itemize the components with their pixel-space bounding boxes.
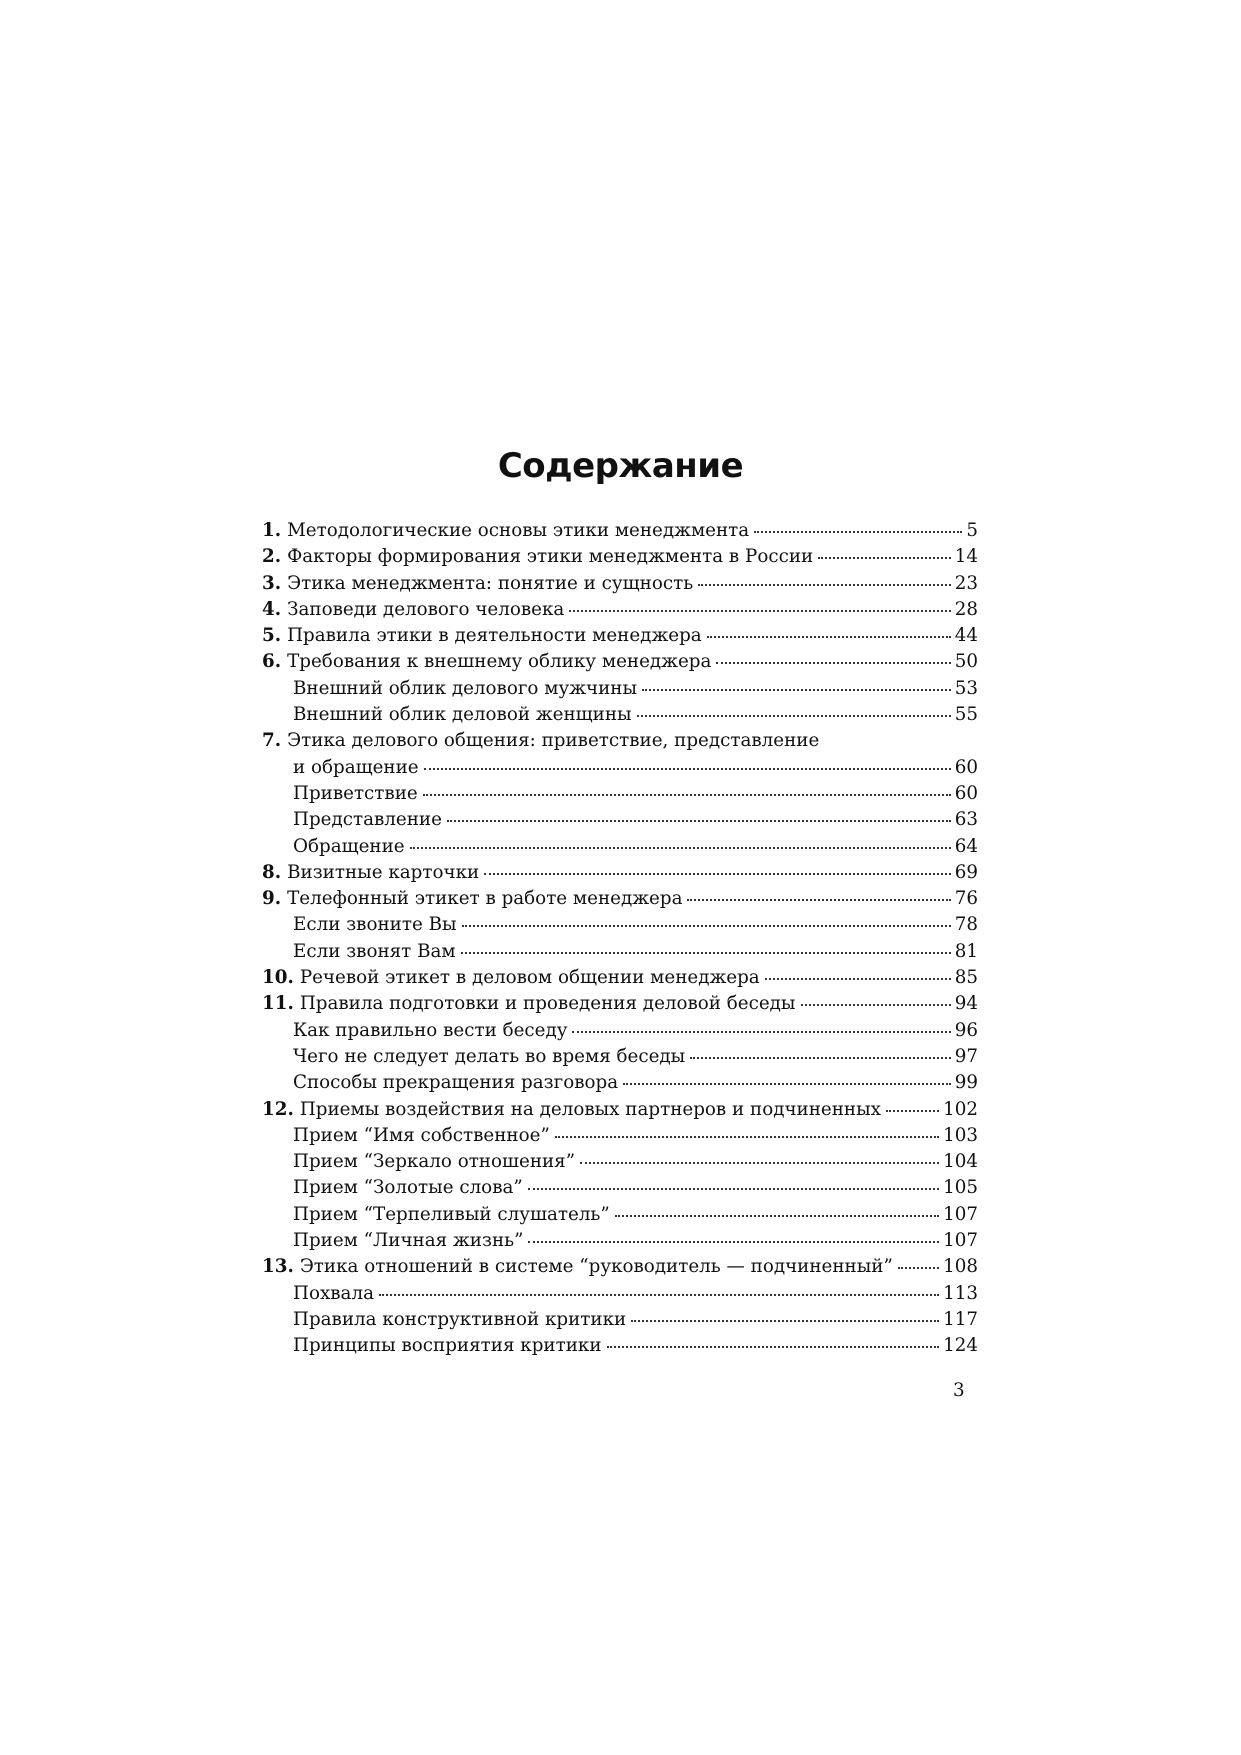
toc-entry (262, 1307, 978, 1333)
toc-entry-label: Прием “Личная жизнь” (293, 1230, 524, 1252)
toc-entry (262, 939, 978, 965)
toc-entry (262, 649, 978, 675)
toc-entry (262, 676, 978, 702)
table-of-contents (262, 518, 978, 1360)
dot-leader (555, 1135, 939, 1138)
dot-leader (637, 714, 951, 717)
toc-entry-label: и обращение (293, 756, 419, 778)
toc-entry (262, 571, 978, 597)
toc-entry-label: Способы прекращения разговора (293, 1072, 619, 1094)
dot-leader (423, 793, 951, 796)
toc-entry-page: 5 (966, 520, 978, 541)
toc-entry-page: 44 (954, 625, 978, 647)
toc-entry (262, 1202, 978, 1228)
dot-leader (765, 977, 951, 980)
toc-entry (262, 807, 978, 833)
toc-entry (262, 623, 978, 649)
dot-leader (687, 898, 950, 901)
toc-entry-number: 4. (262, 598, 282, 620)
toc-entry (262, 1123, 978, 1149)
toc-entry-number: 8. (262, 861, 282, 883)
toc-entry-page: 107 (943, 1230, 978, 1252)
toc-entry (262, 755, 978, 781)
toc-entry-page: 60 (954, 782, 978, 804)
toc-entry-label: Этика отношений в системе “руководитель — подчиненный” (299, 1256, 893, 1278)
dot-leader (580, 1161, 939, 1164)
dot-leader (461, 951, 951, 954)
dot-leader (484, 872, 951, 875)
toc-entry-number: 5. (262, 625, 282, 647)
toc-entry-number: 7. (262, 730, 282, 752)
toc-entry-page: 53 (954, 677, 978, 699)
toc-entry-label: Методологические основы этики менеджмента (287, 520, 750, 541)
toc-entry-label: Прием “Золотые слова” (293, 1177, 523, 1199)
toc-entry (262, 1044, 978, 1070)
toc-entry-label: Обращение (293, 835, 405, 857)
toc-entry-label: Внешний облик делового мужчины (293, 677, 638, 699)
dot-leader (623, 1082, 951, 1085)
dot-leader (818, 556, 951, 559)
toc-entry-page: 117 (943, 1308, 978, 1330)
dot-leader (690, 1056, 951, 1059)
toc-entry-label: Требования к внешнему облику менеджера (287, 651, 712, 673)
toc-entry-number: 13. (262, 1256, 294, 1278)
toc-entry-page: 78 (954, 914, 978, 936)
dot-leader (424, 767, 951, 770)
toc-entry-label: Этика делового общения: приветствие, представление (287, 730, 820, 752)
toc-entry-page: 96 (954, 1019, 978, 1041)
toc-entry-page: 107 (943, 1203, 978, 1225)
toc-entry-page: 28 (954, 598, 978, 620)
toc-entry (262, 518, 978, 544)
toc-entry-page: 14 (954, 546, 978, 568)
toc-entry (262, 991, 978, 1017)
page-number: 3 (953, 1380, 965, 1401)
toc-entry (262, 1175, 978, 1201)
toc-entry (262, 912, 978, 938)
toc-entry-page: 64 (954, 835, 978, 857)
toc-entry (262, 1149, 978, 1175)
toc-entry-label: Прием “Имя собственное” (293, 1124, 550, 1146)
toc-entry-label: Похвала (293, 1282, 374, 1304)
toc-entry-number: 6. (262, 651, 282, 673)
dot-leader (698, 583, 951, 586)
dot-leader (462, 924, 951, 927)
toc-entry-page: 63 (954, 809, 978, 831)
page-title: Содержание (497, 446, 744, 486)
toc-entry-number: 12. (262, 1098, 294, 1120)
toc-entry-label: Заповеди делового человека (287, 598, 565, 620)
dot-leader (716, 661, 950, 664)
toc-entry-page: 124 (943, 1335, 978, 1357)
toc-entry-page: 94 (954, 993, 978, 1015)
toc-entry-page: 85 (954, 967, 978, 989)
toc-entry-number: 3. (262, 572, 282, 594)
dot-leader (801, 1003, 951, 1006)
toc-entry (262, 965, 978, 991)
toc-entry-label: Речевой этикет в деловом общении менеджера (299, 967, 760, 989)
toc-entry-label: Приемы воздействия на деловых партнеров и подчиненных (299, 1098, 881, 1120)
toc-entry-label: Правила конструктивной критики (293, 1308, 627, 1330)
toc-entry (262, 834, 978, 860)
toc-entry-page: 99 (954, 1072, 978, 1094)
dot-leader (528, 1240, 939, 1243)
toc-entry-page: 60 (954, 756, 978, 778)
toc-entry-page: 76 (954, 888, 978, 910)
toc-entry-label: Приветствие (293, 782, 418, 804)
dot-leader (607, 1345, 940, 1348)
toc-entry (262, 1333, 978, 1359)
toc-entry (262, 886, 978, 912)
toc-entry-number: 10. (262, 967, 294, 989)
toc-entry (262, 1228, 978, 1254)
toc-entry-page: 108 (943, 1256, 978, 1278)
toc-entry (262, 544, 978, 570)
toc-entry (262, 1254, 978, 1280)
toc-entry (262, 597, 978, 623)
toc-entry-label: Факторы формирования этики менеджмента в России (287, 546, 814, 568)
dot-leader (569, 609, 950, 612)
toc-entry (262, 702, 978, 728)
dot-leader (642, 688, 951, 691)
toc-entry-page: 103 (943, 1124, 978, 1146)
toc-entry-label: Как правильно вести беседу (293, 1019, 568, 1041)
toc-entry-number: 9. (262, 888, 282, 910)
toc-entry-label: Представление (293, 809, 442, 831)
toc-entry-label: Чего не следует делать во время беседы (293, 1045, 686, 1067)
toc-entry-label: Прием “Зеркало отношения” (293, 1151, 576, 1173)
toc-entry-label: Если звонят Вам (293, 940, 456, 962)
toc-entry-label: Правила этики в деятельности менеджера (287, 625, 702, 647)
toc-entry (262, 1097, 978, 1123)
dot-leader (754, 530, 962, 533)
toc-entry-label: Этика менеджмента: понятие и сущность (287, 572, 694, 594)
dot-leader (572, 1030, 950, 1033)
toc-entry-label: Принципы восприятия критики (293, 1335, 602, 1357)
toc-entry-label: Визитные карточки (287, 861, 480, 883)
toc-entry-number: 11. (262, 993, 294, 1015)
toc-entry-label: Прием “Терпеливый слушатель” (293, 1203, 610, 1225)
dot-leader (379, 1293, 939, 1296)
toc-entry (262, 860, 978, 886)
toc-entry-number: 1. (262, 520, 282, 541)
toc-entry-page: 81 (954, 940, 978, 962)
toc-entry-number: 2. (262, 546, 282, 568)
dot-leader (631, 1319, 939, 1322)
toc-entry-page: 105 (943, 1177, 978, 1199)
dot-leader (615, 1214, 939, 1217)
toc-entry-page: 97 (954, 1045, 978, 1067)
dot-leader (528, 1187, 939, 1190)
toc-entry-label: Если звоните Вы (293, 914, 457, 936)
dot-leader (447, 819, 951, 822)
toc-entry-page: 50 (954, 651, 978, 673)
toc-entry-page: 104 (943, 1151, 978, 1173)
toc-entry-page: 69 (954, 861, 978, 883)
toc-entry (262, 781, 978, 807)
toc-entry (262, 1018, 978, 1044)
toc-entry (262, 728, 978, 754)
toc-entry-label: Телефонный этикет в работе менеджера (287, 888, 683, 910)
toc-entry-page: 55 (954, 704, 978, 726)
dot-leader (886, 1109, 939, 1112)
dot-leader (410, 846, 951, 849)
toc-entry-page: 23 (954, 572, 978, 594)
toc-entry-label: Правила подготовки и проведения деловой беседы (299, 993, 796, 1015)
toc-entry-label: Внешний облик деловой женщины (293, 704, 632, 726)
toc-entry (262, 1070, 978, 1096)
toc-entry-page: 113 (943, 1282, 978, 1304)
toc-entry-page: 102 (943, 1098, 978, 1120)
toc-entry (262, 1281, 978, 1307)
dot-leader (898, 1266, 939, 1269)
dot-leader (707, 635, 951, 638)
